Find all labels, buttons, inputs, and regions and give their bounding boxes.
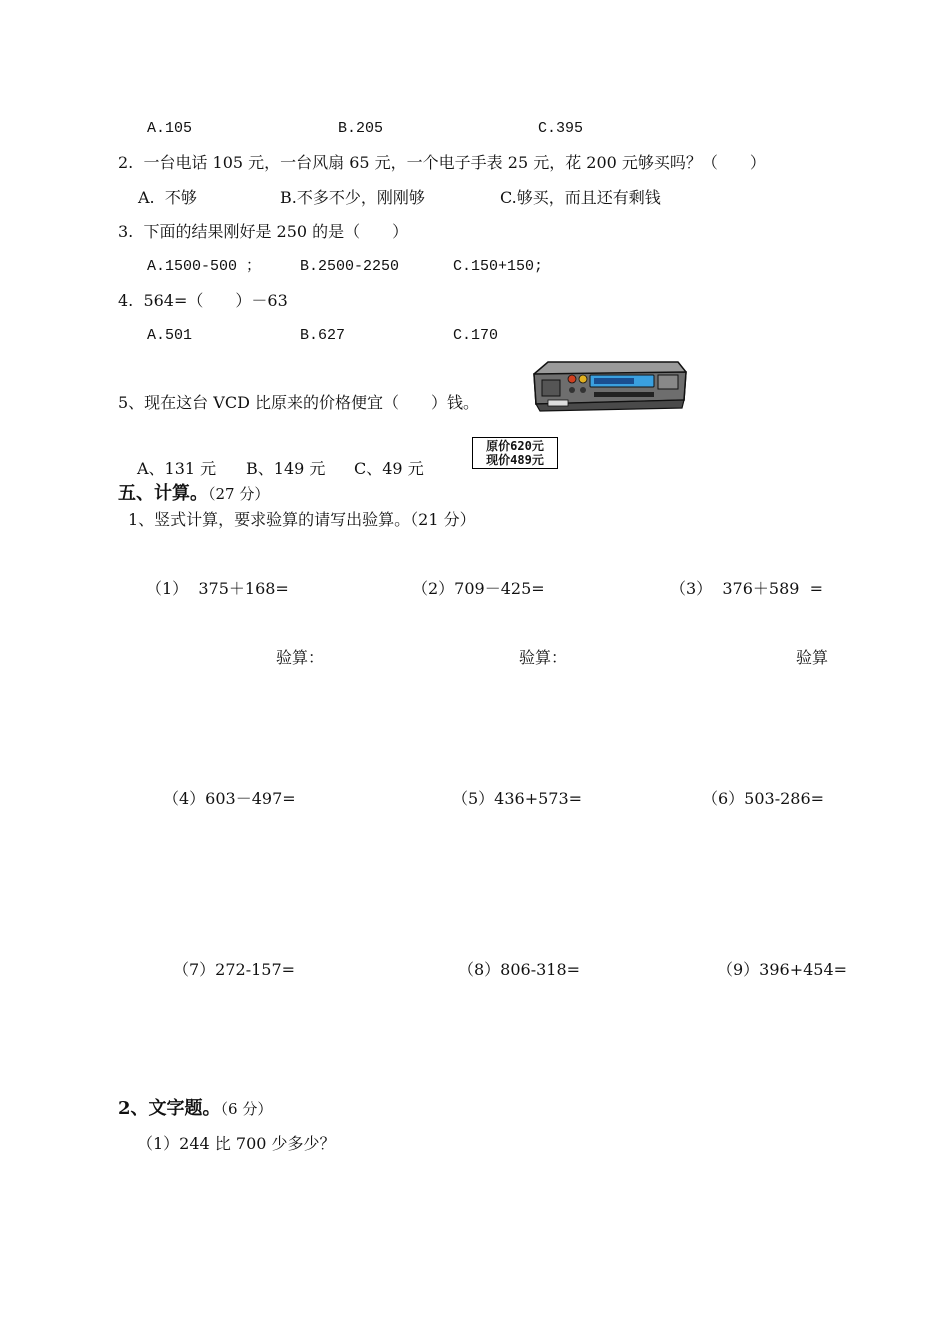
check-label-3: 验算: [796, 648, 829, 667]
problem-2: （2）709－425=: [412, 579, 545, 598]
problem-1: （1） 375＋168=: [146, 579, 289, 598]
check-label-1: 验算：: [276, 648, 325, 667]
q4-option-a: A.501: [147, 327, 193, 344]
problem-3: （3） 376＋589 =: [670, 579, 824, 598]
word-section-points: （6 分）: [220, 1100, 273, 1118]
q4-option-b: B.627: [300, 327, 346, 344]
problem-8: （8）806-318=: [458, 960, 581, 979]
q4-option-c: C.170: [453, 327, 499, 344]
check-label-2: 验算：: [519, 648, 568, 667]
q3-option-a: A.1500-500 ；: [147, 258, 262, 275]
section5-title: 五、计算。: [118, 483, 208, 504]
q4-stem: 4. 564=（ ）－63: [118, 291, 288, 310]
q5-option-a: A、131 元: [137, 459, 217, 478]
price-tag-current: 现价489元: [486, 453, 544, 467]
word-section-heading: [118, 1099, 272, 1119]
q3-option-b: B.2500-2250: [300, 258, 400, 275]
q1-option-a: A.105: [147, 120, 193, 137]
section5-heading: [118, 484, 269, 504]
word-section-title: 2、文字题。: [118, 1098, 221, 1119]
problem-9: （9）396+454=: [717, 960, 848, 979]
q3-option-c: C.150+150;: [453, 258, 544, 275]
q1-option-c: C.395: [538, 120, 584, 137]
q1-option-b: B.205: [338, 120, 384, 137]
price-tag-original: 原价620元: [486, 439, 544, 453]
q5-option-c: C、49 元: [354, 459, 424, 478]
section5-points: （27 分）: [208, 485, 270, 503]
q2-stem: 2. 一台电话 105 元，一台风扇 65 元，一个电子手表 25 元，花 200 元够买吗？（ ）: [118, 153, 766, 172]
price-tag: [472, 437, 558, 469]
q2-option-b: B.不多不少，刚刚够: [280, 188, 425, 207]
q3-stem: 3. 下面的结果刚好是 250 的是（ ）: [118, 222, 409, 241]
q5-stem: 5、现在这台 VCD 比原来的价格便宜（ ）钱。: [118, 393, 479, 412]
q5-option-b: B、149 元: [246, 459, 326, 478]
section5-sub1: 1、竖式计算，要求验算的请写出验算。（21 分）: [128, 510, 476, 529]
problem-5: （5）436+573=: [452, 789, 583, 808]
vcd-player-image: [528, 360, 688, 412]
problem-6: （6）503-286=: [702, 789, 825, 808]
q2-option-c: C.够买，而且还有剩钱: [500, 188, 661, 207]
q2-option-a: A. 不够: [138, 188, 197, 207]
problem-7: （7）272-157=: [173, 960, 296, 979]
word-question-1: （1）244 比 700 少多少？: [137, 1134, 336, 1153]
problem-4: （4）603－497=: [163, 789, 296, 808]
